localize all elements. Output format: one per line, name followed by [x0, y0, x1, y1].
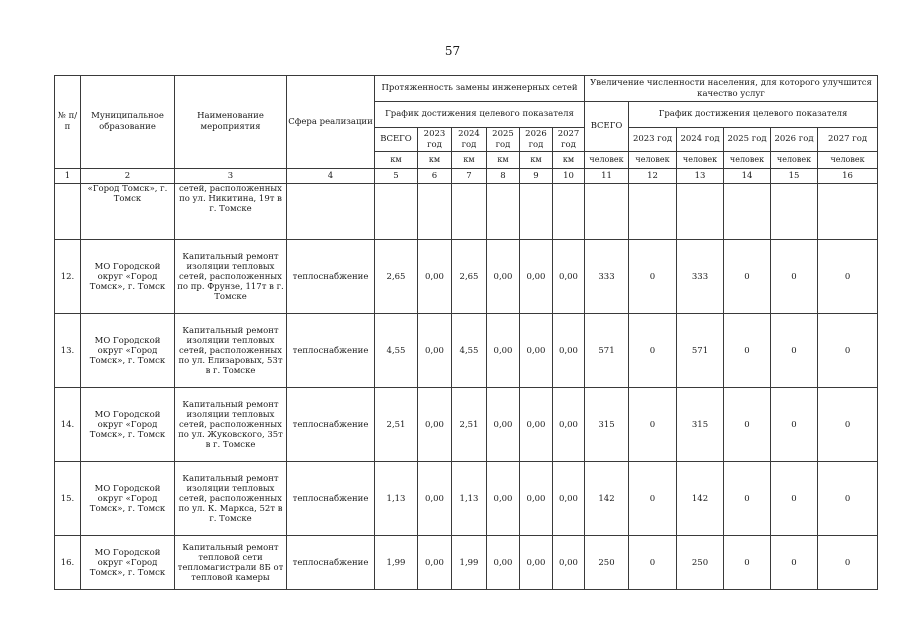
value-cell — [677, 184, 724, 240]
length-year-cell: 0,00 — [553, 462, 585, 536]
header-total-population: ВСЕГО — [585, 102, 629, 152]
unit-cell: км — [520, 152, 553, 169]
length-total-cell: 1,13 — [375, 462, 418, 536]
length-year-cell: 0,00 — [553, 240, 585, 314]
population-year-cell: 250 — [677, 536, 724, 590]
column-number: 5 — [375, 169, 418, 184]
length-year-cell: 0,00 — [520, 388, 553, 462]
event-cell: сетей, расположенных по ул. Никитина, 19т в г. Томске — [175, 184, 287, 240]
row-number-cell: 16. — [55, 536, 81, 590]
header-year-length: 2027 год — [553, 128, 585, 152]
length-year-cell: 1,99 — [452, 536, 487, 590]
length-year-cell: 0,00 — [487, 240, 520, 314]
population-total-cell: 333 — [585, 240, 629, 314]
table-row-continued — [55, 184, 878, 240]
municipality-cell: МО Городской округ «Город Томск», г. Томск — [81, 314, 175, 388]
population-year-cell: 0 — [818, 388, 878, 462]
population-year-cell: 0 — [818, 462, 878, 536]
population-year-cell: 0 — [771, 314, 818, 388]
table-row — [55, 314, 878, 388]
infrastructure-table — [54, 75, 878, 590]
column-number: 8 — [487, 169, 520, 184]
unit-cell: км — [487, 152, 520, 169]
event-cell: Капитальный ремонт изоляции тепловых сетей, расположенных по ул. Жуковского, 35т в г. Томске — [175, 388, 287, 462]
unit-cell: человек — [585, 152, 629, 169]
municipality-cell: МО Городской округ «Город Томск», г. Томск — [81, 240, 175, 314]
length-year-cell: 0,00 — [520, 462, 553, 536]
column-number: 1 — [55, 169, 81, 184]
row-number-cell — [55, 184, 81, 240]
length-year-cell: 1,13 — [452, 462, 487, 536]
row-number-cell: 14. — [55, 388, 81, 462]
population-year-cell: 0 — [771, 388, 818, 462]
value-cell — [452, 184, 487, 240]
table-row — [55, 240, 878, 314]
unit-cell: человек — [629, 152, 677, 169]
column-number: 12 — [629, 169, 677, 184]
value-cell — [818, 184, 878, 240]
row-number-cell: 13. — [55, 314, 81, 388]
population-year-cell: 0 — [629, 388, 677, 462]
header-year-population: 2027 год — [818, 128, 878, 152]
event-cell: Капитальный ремонт изоляции тепловых сетей, расположенных по ул. К. Маркса, 52т в г. Томске — [175, 462, 287, 536]
header-sphere: Сфера реализации — [287, 76, 375, 169]
population-year-cell: 0 — [724, 314, 771, 388]
event-cell: Капитальный ремонт изоляции тепловых сетей, расположенных по пр. Фрунзе, 117т в г. Томске — [175, 240, 287, 314]
population-year-cell: 0 — [724, 388, 771, 462]
length-total-cell: 4,55 — [375, 314, 418, 388]
population-year-cell: 142 — [677, 462, 724, 536]
unit-cell: человек — [724, 152, 771, 169]
unit-cell: км — [418, 152, 452, 169]
column-number: 13 — [677, 169, 724, 184]
event-cell: Капитальный ремонт изоляции тепловых сетей, расположенных по ул. Елизаровых, 53т в г. Томске — [175, 314, 287, 388]
column-number: 7 — [452, 169, 487, 184]
population-year-cell: 0 — [771, 536, 818, 590]
unit-cell: человек — [818, 152, 878, 169]
header-year-length: 2026 год — [520, 128, 553, 152]
population-total-cell: 571 — [585, 314, 629, 388]
value-cell — [553, 184, 585, 240]
population-year-cell: 0 — [818, 314, 878, 388]
population-year-cell: 315 — [677, 388, 724, 462]
unit-cell: км — [375, 152, 418, 169]
unit-cell: км — [452, 152, 487, 169]
population-year-cell: 0 — [724, 240, 771, 314]
row-number-cell: 15. — [55, 462, 81, 536]
event-cell: Капитальный ремонт тепловой сети тепломагистрали 8Б от тепловой камеры — [175, 536, 287, 590]
municipality-cell: МО Городской округ «Город Томск», г. Томск — [81, 462, 175, 536]
population-year-cell: 333 — [677, 240, 724, 314]
municipality-cell: МО Городской округ «Город Томск», г. Томск — [81, 388, 175, 462]
column-number: 3 — [175, 169, 287, 184]
header-year-population: 2026 год — [771, 128, 818, 152]
length-year-cell: 0,00 — [418, 462, 452, 536]
population-year-cell: 0 — [771, 240, 818, 314]
length-year-cell: 0,00 — [553, 388, 585, 462]
unit-cell: км — [553, 152, 585, 169]
header-schedule-population: График достижения целевого показателя — [629, 102, 878, 128]
population-year-cell: 0 — [629, 240, 677, 314]
length-year-cell: 0,00 — [553, 314, 585, 388]
length-year-cell: 0,00 — [418, 536, 452, 590]
header-year-population: 2025 год — [724, 128, 771, 152]
header-year-population: 2024 год — [677, 128, 724, 152]
value-cell — [585, 184, 629, 240]
length-total-cell: 2,51 — [375, 388, 418, 462]
population-total-cell: 315 — [585, 388, 629, 462]
population-year-cell: 0 — [629, 536, 677, 590]
value-cell — [487, 184, 520, 240]
column-number: 6 — [418, 169, 452, 184]
column-number: 4 — [287, 169, 375, 184]
length-year-cell: 2,65 — [452, 240, 487, 314]
population-year-cell: 0 — [818, 536, 878, 590]
header-event-name: Наименование мероприятия — [175, 76, 287, 169]
column-number: 2 — [81, 169, 175, 184]
header-population-group: Увеличение численности населения, для которого улучшится качество услуг — [585, 76, 878, 102]
header-row-no: № п/п — [55, 76, 81, 169]
length-year-cell: 0,00 — [418, 240, 452, 314]
length-year-cell: 0,00 — [520, 240, 553, 314]
length-year-cell: 2,51 — [452, 388, 487, 462]
header-length-group: Протяженность замены инженерных сетей — [375, 76, 585, 102]
length-total-cell: 1,99 — [375, 536, 418, 590]
population-total-cell: 142 — [585, 462, 629, 536]
column-number: 16 — [818, 169, 878, 184]
column-number: 15 — [771, 169, 818, 184]
sphere-cell: теплоснабжение — [287, 536, 375, 590]
population-year-cell: 0 — [629, 314, 677, 388]
sphere-cell: теплоснабжение — [287, 240, 375, 314]
length-year-cell: 0,00 — [487, 388, 520, 462]
header-schedule-length: График достижения целевого показателя — [375, 102, 585, 128]
column-number: 11 — [585, 169, 629, 184]
unit-cell: человек — [677, 152, 724, 169]
population-year-cell: 0 — [629, 462, 677, 536]
population-year-cell: 0 — [724, 536, 771, 590]
length-year-cell: 0,00 — [418, 314, 452, 388]
value-cell — [520, 184, 553, 240]
length-year-cell: 0,00 — [487, 462, 520, 536]
sphere-cell: теплоснабжение — [287, 314, 375, 388]
header-total-length: ВСЕГО — [375, 128, 418, 152]
municipality-cell: «Город Томск», г. Томск — [81, 184, 175, 240]
column-number: 14 — [724, 169, 771, 184]
population-year-cell: 0 — [818, 240, 878, 314]
length-year-cell: 0,00 — [418, 388, 452, 462]
unit-cell: человек — [771, 152, 818, 169]
municipality-cell: МО Городской округ «Город Томск», г. Томск — [81, 536, 175, 590]
value-cell — [771, 184, 818, 240]
population-year-cell: 0 — [724, 462, 771, 536]
table-row — [55, 388, 878, 462]
header-year-length: 2023 год — [418, 128, 452, 152]
population-year-cell: 571 — [677, 314, 724, 388]
table-row — [55, 462, 878, 536]
length-year-cell: 4,55 — [452, 314, 487, 388]
length-year-cell: 0,00 — [553, 536, 585, 590]
header-year-population: 2023 год — [629, 128, 677, 152]
value-cell — [724, 184, 771, 240]
population-total-cell: 250 — [585, 536, 629, 590]
length-year-cell: 0,00 — [520, 536, 553, 590]
page-number: 57 — [444, 44, 461, 58]
sphere-cell: теплоснабжение — [287, 388, 375, 462]
column-number: 9 — [520, 169, 553, 184]
sphere-cell: теплоснабжение — [287, 462, 375, 536]
sphere-cell — [287, 184, 375, 240]
header-year-length: 2024 год — [452, 128, 487, 152]
header-municipality: Муниципальное образование — [81, 76, 175, 169]
value-cell — [629, 184, 677, 240]
value-cell — [375, 184, 418, 240]
length-year-cell: 0,00 — [487, 314, 520, 388]
population-year-cell: 0 — [771, 462, 818, 536]
column-number: 10 — [553, 169, 585, 184]
length-total-cell: 2,65 — [375, 240, 418, 314]
header-year-length: 2025 год — [487, 128, 520, 152]
row-number-cell: 12. — [55, 240, 81, 314]
length-year-cell: 0,00 — [487, 536, 520, 590]
table-row — [55, 536, 878, 590]
value-cell — [418, 184, 452, 240]
length-year-cell: 0,00 — [520, 314, 553, 388]
